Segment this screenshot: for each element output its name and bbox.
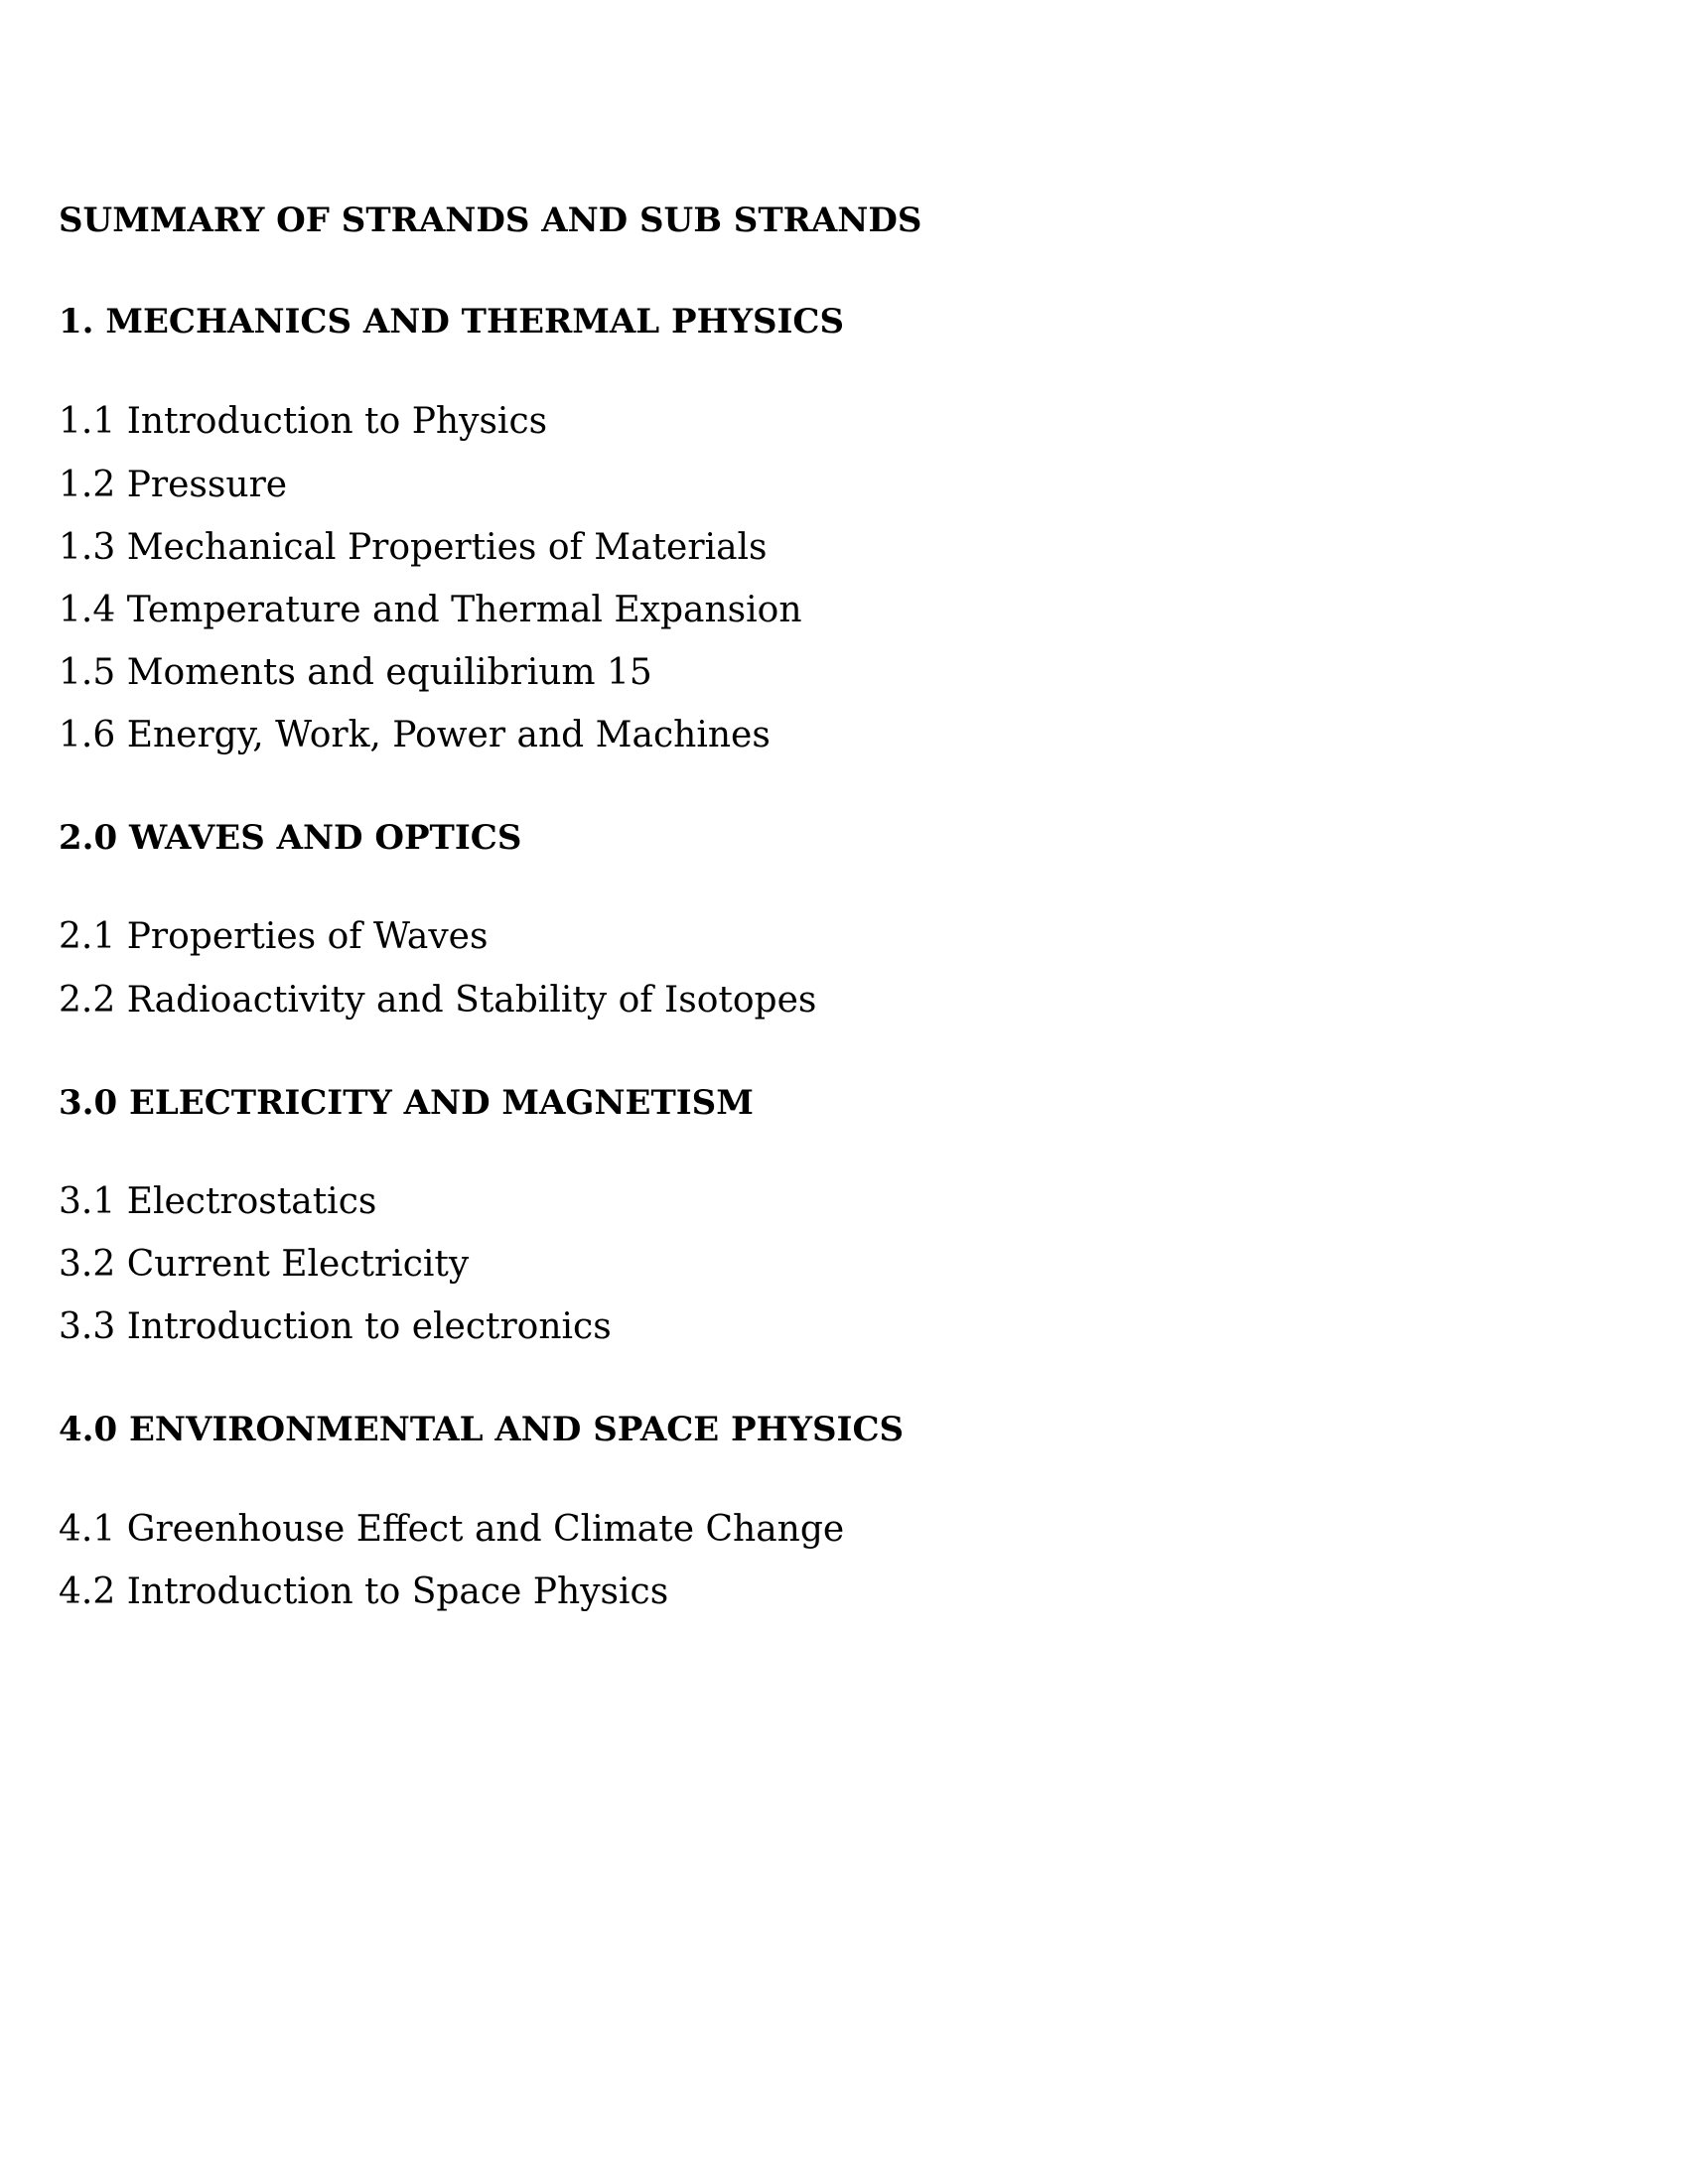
sub-strand-1-6: 1.6 Energy, Work, Power and Machines <box>59 715 771 755</box>
sub-strand-1-2: 1.2 Pressure <box>59 465 288 505</box>
sub-strand-2-1: 2.1 Properties of Waves <box>59 916 489 957</box>
sub-strand-4-1: 4.1 Greenhouse Effect and Climate Change <box>59 1509 845 1550</box>
sub-strand-1-3: 1.3 Mechanical Properties of Materials <box>59 527 768 568</box>
sub-strand-3-3: 3.3 Introduction to electronics <box>59 1306 612 1347</box>
strand-heading-electricity: 3.0 ELECTRICITY AND MAGNETISM <box>59 1083 754 1123</box>
strand-heading-waves: 2.0 WAVES AND OPTICS <box>59 818 522 858</box>
sub-strand-3-2: 3.2 Current Electricity <box>59 1244 470 1285</box>
page-title: SUMMARY OF STRANDS AND SUB STRANDS <box>59 201 922 240</box>
sub-strand-2-2: 2.2 Radioactivity and Stability of Isotopes <box>59 980 817 1021</box>
strand-heading-mechanics: 1. MECHANICS AND THERMAL PHYSICS <box>59 302 845 341</box>
sub-strand-3-1: 3.1 Electrostatics <box>59 1181 377 1222</box>
sub-strand-1-4: 1.4 Temperature and Thermal Expansion <box>59 590 802 630</box>
sub-strand-4-2: 4.2 Introduction to Space Physics <box>59 1571 669 1612</box>
sub-strand-1-5: 1.5 Moments and equilibrium 15 <box>59 652 652 693</box>
sub-strand-1-1: 1.1 Introduction to Physics <box>59 401 548 442</box>
strand-heading-environmental: 4.0 ENVIRONMENTAL AND SPACE PHYSICS <box>59 1410 905 1449</box>
